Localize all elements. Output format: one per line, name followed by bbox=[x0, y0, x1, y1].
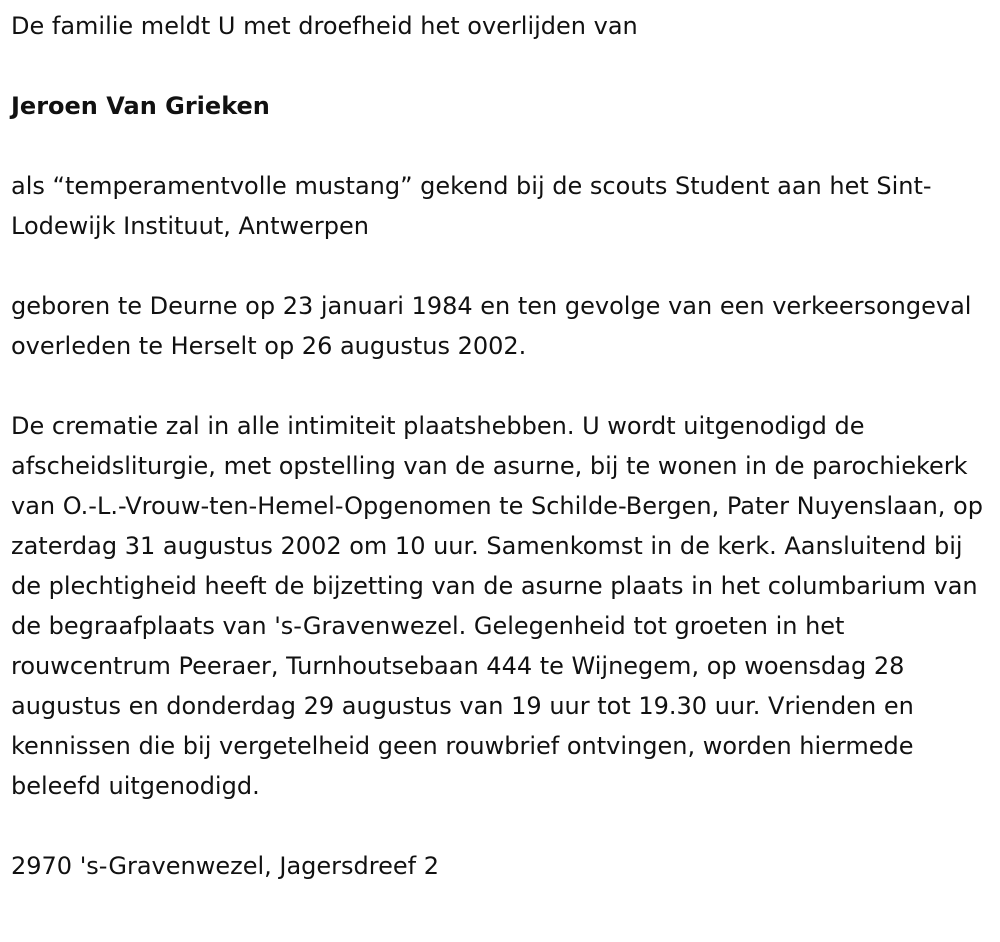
obituary-notice bbox=[11, 6, 991, 886]
description-text: als “temperamentvolle mustang” gekend bij de scouts Student aan het Sint-Lodewijk Instituut, Antwerpen bbox=[11, 172, 932, 240]
intro-text: De familie meldt U met droefheid het overlijden van bbox=[11, 12, 638, 40]
spacer bbox=[11, 806, 991, 846]
deceased-name: Jeroen Van Grieken bbox=[11, 92, 270, 120]
birth-death-text: geboren te Deurne op 23 januari 1984 en ten gevolge van een verkeersongeval overleden te Herselt op 26 augustus 2002. bbox=[11, 292, 972, 360]
spacer bbox=[11, 366, 991, 406]
spacer bbox=[11, 246, 991, 286]
spacer bbox=[11, 46, 991, 86]
spacer bbox=[11, 126, 991, 166]
ceremony-text: De crematie zal in alle intimiteit plaatshebben. U wordt uitgenodigd de afscheidsliturgie, met opstelling van de asurne, bij te wonen in de parochiekerk van O.-L.-Vrouw-ten-Hemel-Opgenomen te Schilde-Bergen, Pater Nuyenslaan, op zaterdag 31 augustus 2002 om 10 uur. Samenkomst in de kerk. Aansluitend bij de plechtigheid heeft de bijzetting van de asurne plaats in het columbarium van de begraafplaats van 's-Gravenwezel. Gelegenheid tot groeten in het rouwcentrum Peeraer, Turnhoutsebaan 444 te Wijnegem, op woensdag 28 augustus en donderdag 29 augustus van 19 uur tot 19.30 uur. Vrienden en kennissen die bij vergetelheid geen rouwbrief ontvingen, worden hiermede beleefd uitgenodigd. bbox=[11, 412, 983, 800]
address-text: 2970 's-Gravenwezel, Jagersdreef 2 bbox=[11, 852, 439, 880]
